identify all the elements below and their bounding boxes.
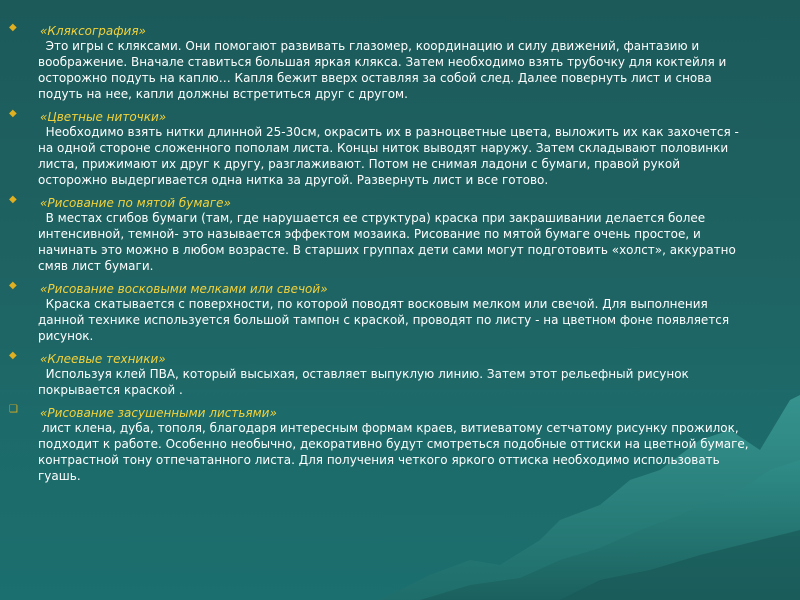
diamond-bullet-icon: ◆ [9,350,17,361]
diamond-bullet-icon: ◆ [9,194,17,205]
section-title: «Цветные ниточки» [40,110,167,124]
diamond-bullet-icon: ◆ [9,108,17,119]
section-text: Это игры с кляксами. Они помогают развивать глазомер, координацию и силу движений, фантазию и воображение. Вначале ставиться большая яркая клякса. Затем необходимо взять трубочку для коктейля и осторожно подуть на каплю… Капля бежит вверх оставляя за собой след. Далее повернуть лист и снова подуть на нее, капли должны встретиться друг с другом. [38,39,727,101]
section-text: Краска скатывается с поверхности, по которой поводят восковым мелком или свечой. Для выполнения данной технике используется большой тампон с краской, проводят по листу - на цветном фоне появляется рисунок. [38,297,730,343]
section-wax-crayons [0,278,800,344]
section-blotography [0,20,800,102]
section-text: Необходимо взять нитки длинной 25-30см, окрасить их в разноцветные цвета, выложить их как захочется - на одной стороне сложенного пополам листа. Концы ниток выводят наружу. Затем складывают половинки листа, прижимают их друг к другу, разглаживают. Потом не снимая ладони с бумаги, правой рукой осторожно выдергивается одна нитка за другой. Развернуть лист и все готово. [38,125,739,187]
section-title: «Клеевые техники» [40,352,166,366]
section-glue-techniques [0,348,800,398]
section-text: В местах сгибов бумаги (там, где нарушается ее структура) краска при закрашивании делается более интенсивной, темной- это называется эффектом мозаика. Рисование по мятой бумаге очень простое, и начинать это можно в любом возрасте. В старших группах дети сами могут подготовить «холст», аккуратно смяв лист бумаги. [38,211,736,273]
section-title: «Кляксография» [40,24,146,38]
section-title: «Рисование восковыми мелками или свечой» [40,282,328,296]
section-dried-leaves [0,402,800,484]
diamond-bullet-icon: ◆ [9,280,17,291]
square-bullet-icon: ❑ [9,404,18,415]
section-title: «Рисование по мятой бумаге» [40,196,231,210]
section-colored-threads [0,106,800,188]
diamond-bullet-icon: ◆ [9,22,17,33]
section-crumpled-paper [0,192,800,274]
section-text: Используя клей ПВА, который высыхая, оставляет выпуклую линию. Затем этот рельефный рисунок покрывается краской . [38,367,689,397]
section-text: лист клена, дуба, тополя, благодаря интересным формам краев, витиеватому сетчатому рисунку прожилок, подходит к работе. Особенно необычно, декоративно будут смотреться подобные оттиски на цветной бумаге, контрастной тону отпечатанного листа. Для получения четкого яркого оттиска необходимо использовать гуашь. [38,421,749,483]
section-title: «Рисование засушенными листьями» [40,406,277,420]
